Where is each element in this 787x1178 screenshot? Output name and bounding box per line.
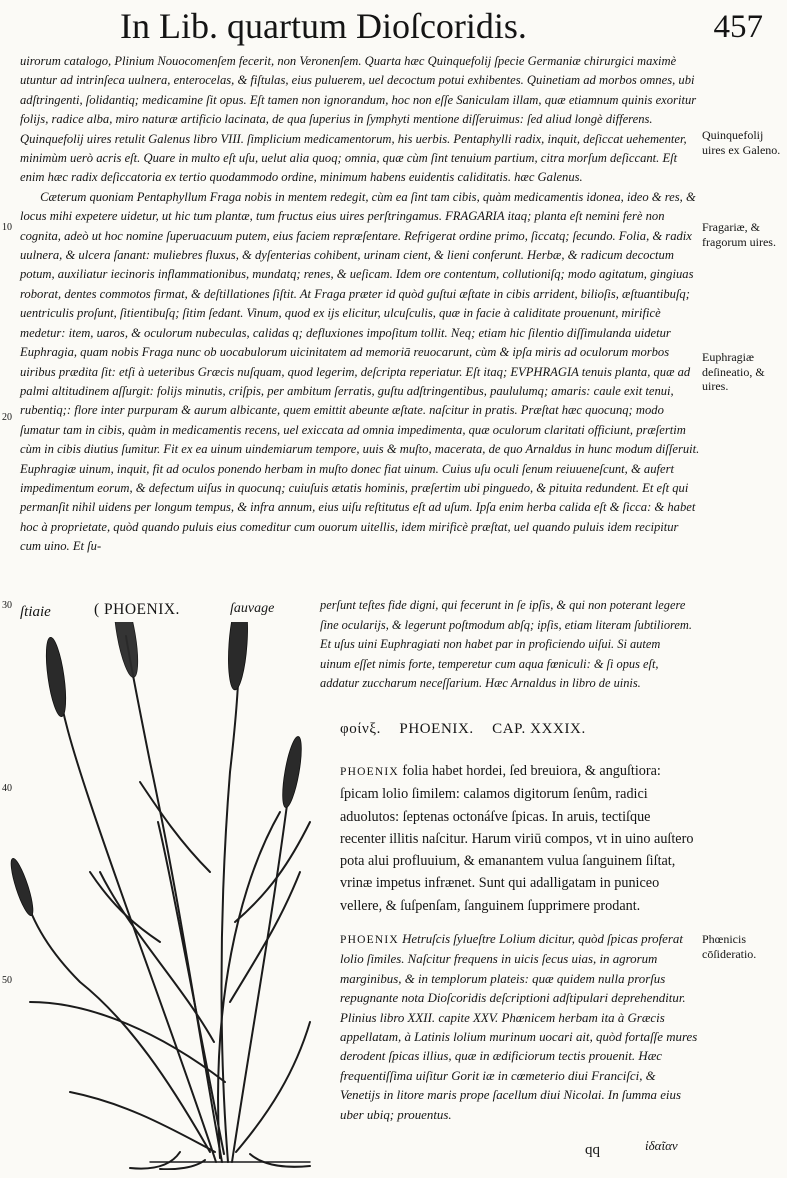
dioscorides-phoenix-text xyxy=(340,760,695,917)
paragraph-quinquefolium: uirorum catalogo, Plinium Nouocomenſem fecerit, non Veronenſem. Quarta hæc Quinquefolij ſpecie Germaniæ chirurgici maximè utuntur ad intrinſeca uulnera, enterocelas, & fiſtulas, eius puluerem, uel decoctum potui exhibentes. Quinetiam ad morbos omnes, ubi adſtringenti, ſolidantiq; medicamine ſit opus. Eſt tamen non ignorandum, hoc non eſſe Saniculam illam, quæ etiamnum quinis exoritur folijs, radice alba, miro naturæ artificio lacinata, de qua ſuperius in ſymphyti mentione diſſeruimus: ſed aliud longè differens. Quinquefolij uires retulit Galenus libro VIII. ſimplicium medicamentorum, his uerbis. Pentaphylli radix, inquit, deſiccat uehementer, minimùm uerò acris eſt. Quare in multo eſt uſu, uelut alia quoq; omnia, quæ cùm ſint tenuium partium, citra morſum deſiccant. Eſt enim hæc radix deſiccatoria ex tertio quodammodo ordine, minimum habens euidentis caliditatis. hæc Galenus. xyxy=(20,54,697,185)
phoenix-commentary xyxy=(340,930,698,1125)
line-number: 10 xyxy=(2,222,12,233)
side-text-beside-figure: perſunt teſtes fide digni, qui fecerunt in ſe ipſis, & qui non poterant legere ſine ocularijs, & legerunt poſtmodum abſq; ipſis, etiam literam ſubtiliorem. Et uſus uini Euphragiati non habet par in proficiendo uiſui. Si autem uinum eſſet nimis forte, temperetur cum aqua fœniculi: & ſi opus eſt, addatur zuccharum neceſſarium. Hæc Arnaldus in libro de uinis. xyxy=(320,598,692,690)
lead-word: PHOENIX xyxy=(340,766,399,778)
phoenix-plant-woodcut xyxy=(10,622,320,1170)
line-number: 50 xyxy=(2,975,12,986)
phoenix-commentary-body: Hetruſcis ſylueſtre Lolium dicitur, quòd ſpicas proferat lolio ſimiles. Naſcitur frequens in uicis ſecus uias, in agrorum marginibus, & in templorum plateis: quæ quidem nulla prorſus repugnante nota Dioſcoridis deſcriptioni adſtipulari deprehenditur. Plinius libro XXII. capite XXV. Phœnicem herbam ita à Græcis appellatam, à Latinis lolium murinum uocari ait, quòd fortaſſe mures derodent ſpicas illius, quæ in ædificiorum tectis prouenit. Hæc frequentiſſima uiſitur Gorit iæ in cœmeterio diui Franciſci, & Venetijs in litore maris prope ſacellum diui Nicolai. In ſumma eius uber ubiq; prouentus. xyxy=(340,932,698,1122)
marginal-note-phoenix: Phœnicis cōſideratio. xyxy=(702,932,757,961)
line-number: 30 xyxy=(2,600,12,611)
chapter-number: CAP. XXXIX. xyxy=(492,721,586,737)
figure-title: ( PHOENIX. xyxy=(94,601,180,618)
marginal-note-fragaria: Fragariæ, & fragorum uires. xyxy=(702,220,776,249)
catchword: ἰδαῖαν xyxy=(645,1138,678,1153)
chapter-greek-title: φοίνξ. xyxy=(340,721,382,737)
signature-mark: qq xyxy=(585,1142,600,1158)
lead-word: PHOENIX xyxy=(340,934,399,946)
marginal-note-galen: Quinquefolij uires ex Galeno. xyxy=(702,128,781,157)
paragraph-fragaria-euphragia: Cæterum quoniam Pentaphyllum Fraga nobis in mentem redegit, cùm ea ſint tam cibis, quàm medicamentis idonea, ideo & res, & locus mihi expetere uidetur, ut hic tum plantæ, tum fructus eius uires perſtringamus. FRAGARIA itaq; planta eſt nemini ferè non cognita, adeò ut hoc nomine ſuperuacuum putem, eius faciem repræſentare. Refrigerat ordine primo, ſiccatq; ſecundo. Folia, & radix uulnera, & ulcera ſanant: muliebres fluxus, & dyſenterias cohibent, urinam cient, & lieni conferunt. Herbæ, & radicum decoctum potum, auxiliatur iecinoris inflammationibus, mundatq; renes, & ueſicam. Idem ore contentum, collutioniſq; modo agitatum, gingiuas roborat, dentes commotos firmat, & deſtillationes ſiſtit. At Fraga præter id quòd guſtui æſtate in cibis arrident, bilioſis, æſtuantibuſq; uentriculis proſunt, ſitientibuſq; ſitim ſedant. Vinum, quod ex ijs elicitur, ulcuſculis, quæ in facie à caliditate prouenunt, mirificè medetur: item, uaros, & oculorum nubeculas, calidas q; defluxiones impoſitum tollit. Neq; etiam hic ſilentio diſſimulanda uidetur Euphragia, quam nobis Fraga nunc ob uocabulorum uicinitatem ad memoriā reuocarunt, cùm & ipſa miris ad oculorum morbos uiribus prædita ſit: etſi à ueteribus Græcis nuſquam, quod legerim, deſcripta reperiatur. Eſt itaq; EVPHRAGIA tenuis planta, quæ ad palmi altitudinem aſſurgit: folijs minutis, criſpis, per ambitum ſerratis, guſtu adſtringentibus, paululumq; amaris: caule exit tenui, rubentiq;: flore inter purpuram & aurum albicante, quem emittit abeunte æſtate. naſcitur in pratis. Præſtat hæc quocunq; modo ſumatur tam in cibis, quàm in medicamentis recens, uel exiccata ad omnia impedimenta, quæ oculorum claritati officiunt, præſertim cùm in cibis diutius ſumitur. Fit ex ea uinum uindemiarum tempore, uuis & muſto, macerata, de quo Arnaldus in hunc modum diſſeruit. Euphragiæ uinum, inquit, fit ad oculos ponendo herbam in muſto donec fiat uinum. Cuius uſu oculi ſenum reiuueneſcunt, & aufert impedimentum eorum, & defectum uiſus in quocunq; cuiuſuis ætatis hominis, præſertim ubi pinguedo, & pituita redundent. Et eſt qui permanſit nihil uidens per longum tempus, & infra annum, eius uiſu reſtitutus eſt ad uſum. Ipſa enim herba calida eſt & ſicca: & habet hoc à proprietate, quòd quando puluis eius comeditur cum ouorum uitellis, idem mirificè præſtat, uel quando puluis idem recipitur cum uino. Et ſu- xyxy=(20,189,700,554)
handwritten-annotation-right: ſauvage xyxy=(230,601,275,616)
line-number: 20 xyxy=(2,412,12,423)
main-text xyxy=(20,52,700,557)
page-header xyxy=(0,4,787,48)
chapter-heading xyxy=(340,721,700,738)
page-number: 457 xyxy=(713,9,763,45)
chapter-latin-title: PHOENIX. xyxy=(399,721,474,737)
marginal-note-euphragia: Euphragiæ deſineatio, & uires. xyxy=(702,350,765,393)
handwritten-annotation-left: ſtiaie xyxy=(20,604,51,620)
line-number: 40 xyxy=(2,783,12,794)
phoenix-text-body: folia habet hordei, ſed breuiora, & anguſtiora: ſpicam lolio ſimilem: calamos digitorum ſenûm, radici aduolutos: ſeptenas octonáſve ſpicas. In aruis, tectiſque recenter illitis naſcitur. Harum viriū compos, vt in uino auſtero pota alui profluuium, & emanantem vulua ſanguinem ſiſtat, vrinæ impetus infrænet. Sunt qui adalligatam in puniceo vellere, & ſuſpenſam, ſanguinem ſupprimere prodant. xyxy=(340,763,694,914)
running-title: In Lib. quartum Dioſcoridis. xyxy=(120,6,527,46)
